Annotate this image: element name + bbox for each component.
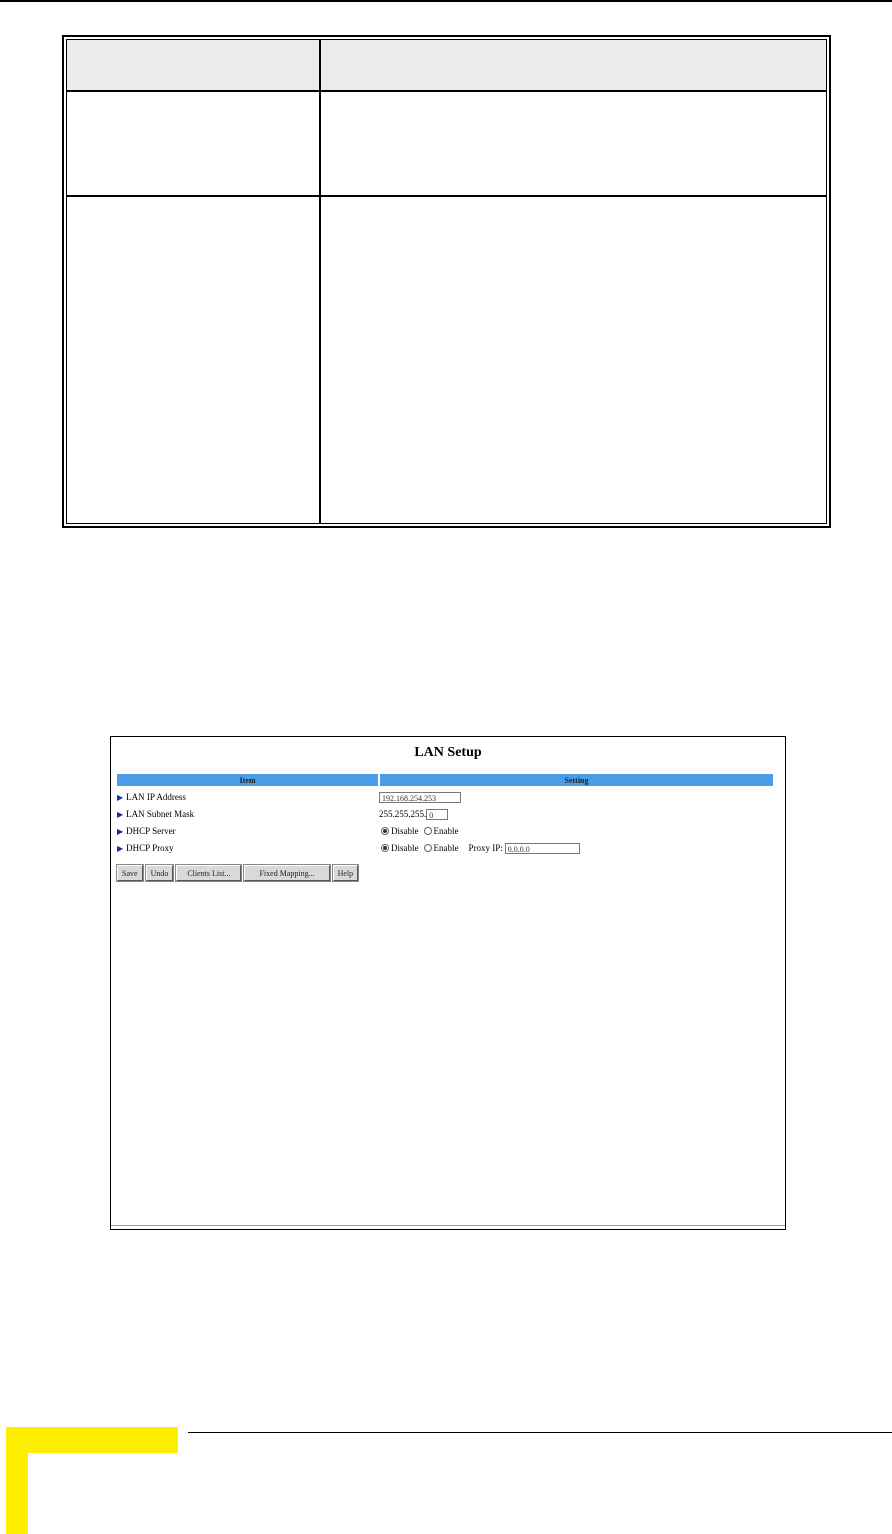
clients-list-button[interactable]: Clients List... — [176, 865, 241, 881]
footer-accent-stem — [6, 1427, 28, 1534]
lan-ip-setting — [379, 790, 461, 804]
top-rule — [0, 0, 892, 2]
footer-rule — [188, 1432, 892, 1433]
lan-setup-screenshot — [110, 736, 786, 1230]
row-lan-ip — [117, 790, 186, 804]
subnet-mask-label: LAN Subnet Mask — [126, 809, 195, 819]
screenshot-bottom-border — [111, 1225, 785, 1226]
subnet-last-octet-input[interactable]: 0 — [426, 809, 448, 820]
lan-ip-label: LAN IP Address — [126, 792, 186, 802]
table-column-divider — [319, 40, 321, 523]
dhcp-proxy-setting — [379, 841, 580, 855]
dhcp-proxy-enable-radio[interactable] — [424, 844, 432, 852]
dhcp-proxy-enable-label: Enable — [433, 843, 459, 853]
dhcp-proxy-disable-radio[interactable] — [381, 844, 389, 852]
dhcp-proxy-disable-label: Disable — [391, 843, 419, 853]
table-row-divider — [67, 90, 826, 92]
bullet-arrow-icon: ▶ — [117, 843, 124, 853]
document-table — [62, 35, 831, 528]
proxy-ip-label: Proxy IP: — [468, 843, 503, 853]
table-inner — [66, 39, 827, 524]
row-subnet-mask — [117, 807, 194, 821]
dhcp-server-disable-radio[interactable] — [381, 827, 389, 835]
dhcp-proxy-label: DHCP Proxy — [126, 843, 174, 853]
dhcp-server-enable-label: Enable — [433, 826, 459, 836]
subnet-prefix: 255.255.255. — [379, 809, 427, 819]
help-button[interactable]: Help — [333, 865, 359, 881]
bullet-arrow-icon: ▶ — [117, 792, 124, 802]
undo-button[interactable]: Undo — [146, 865, 174, 881]
table-header-row — [67, 40, 826, 90]
lan-ip-input[interactable]: 192.168.254.253 — [379, 792, 461, 803]
proxy-ip-input[interactable]: 0.0.0.0 — [505, 843, 580, 854]
bullet-arrow-icon: ▶ — [117, 826, 124, 836]
action-buttons — [117, 865, 358, 881]
fixed-mapping-button[interactable]: Fixed Mapping... — [244, 865, 329, 881]
dhcp-server-enable-radio[interactable] — [424, 827, 432, 835]
footer-accent-bar — [6, 1427, 178, 1453]
row-dhcp-proxy — [117, 841, 174, 855]
subnet-mask-setting — [379, 807, 448, 821]
row-dhcp-server — [117, 824, 176, 838]
settings-grid-header — [117, 774, 773, 786]
dhcp-server-disable-label: Disable — [391, 826, 419, 836]
item-column-header: Item — [117, 774, 380, 786]
dhcp-server-label: DHCP Server — [126, 826, 176, 836]
page-title: LAN Setup — [414, 745, 482, 760]
save-button[interactable]: Save — [117, 865, 143, 881]
setting-column-header: Setting — [380, 774, 773, 786]
dhcp-server-setting — [379, 824, 459, 838]
bullet-arrow-icon: ▶ — [117, 809, 124, 819]
table-row-divider — [67, 195, 826, 197]
